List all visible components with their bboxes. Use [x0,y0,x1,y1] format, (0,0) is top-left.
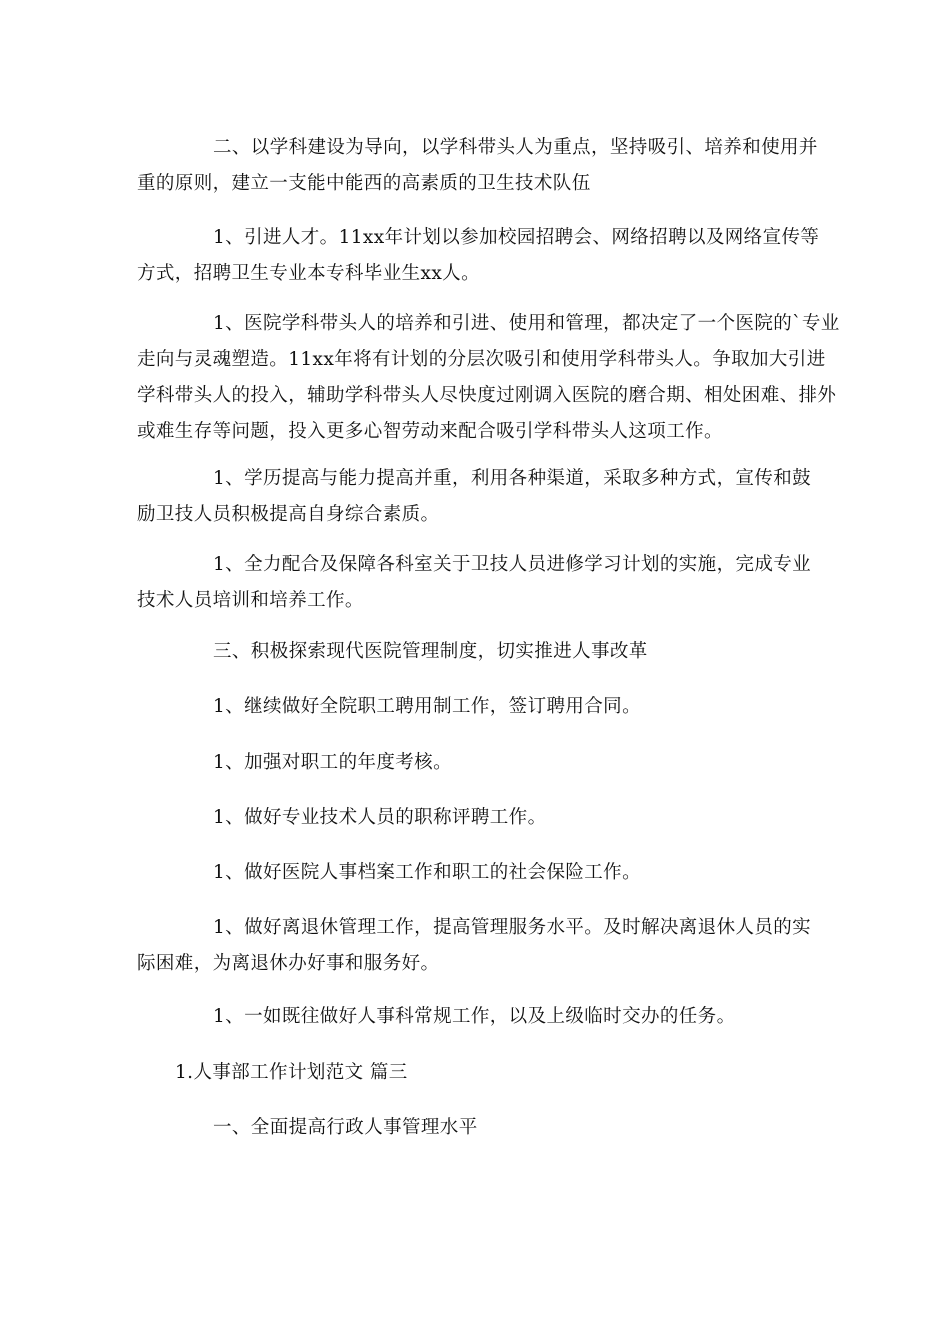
paragraph-routine-work: 1、一如既往做好人事科常规工作，以及上级临时交办的任务。 [213,1006,736,1027]
paragraph-annual-assessment: 1、加强对职工的年度考核。 [213,752,452,773]
section-heading-one: 一、全面提高行政人事管理水平 [213,1117,478,1138]
paragraph-personnel-archives: 1、做好医院人事档案工作和职工的社会保险工作。 [213,862,641,883]
paragraph-discipline-leaders: 1、医院学科带头人的培养和引进、使用和管理，都决定了一个医院的`专业走向与灵魂塑造。11xx年将有计划的分层次吸引和使用学科带头人。争取加大引进学科带头人的投入，辅助学科带头人尽快度过刚调入医院的磨合期、相处困难、排外或难生存等问题，投入更多心智劳动来配合吸引学科带头人这项工作。 [137,313,840,442]
paragraph-training-plan: 1、全力配合及保障各科室关于卫技人员进修学习计划的实施，完成专业技术人员培训和培养工作。 [137,554,812,611]
section-heading-three: 三、积极探索现代医院管理制度，切实推进人事改革 [213,641,648,662]
paragraph-retirement-management: 1、做好离退休管理工作，提高管理服务水平。及时解决离退休人员的实际困难，为离退休办好事和服务好。 [137,917,812,974]
paragraph-employment-contract: 1、继续做好全院职工聘用制工作，签订聘用合同。 [213,696,641,717]
paragraph-education-improvement: 1、学历提高与能力提高并重，利用各种渠道，采取多种方式，宣传和鼓励卫技人员积极提高自身综合素质。 [137,468,812,525]
paragraph-title-evaluation: 1、做好专业技术人员的职称评聘工作。 [213,807,547,828]
paragraph-talent-recruitment: 1、引进人才。11xx年计划以参加校园招聘会、网络招聘以及网络宣传等方式，招聘卫生专业本专科毕业生xx人。 [137,227,820,284]
article-heading-part-three: 1.人事部工作计划范文 篇三 [175,1062,408,1083]
section-heading-two: 二、以学科建设为导向，以学科带头人为重点，坚持吸引、培养和使用并重的原则，建立一支能中能西的高素质的卫生技术队伍 [137,137,818,194]
